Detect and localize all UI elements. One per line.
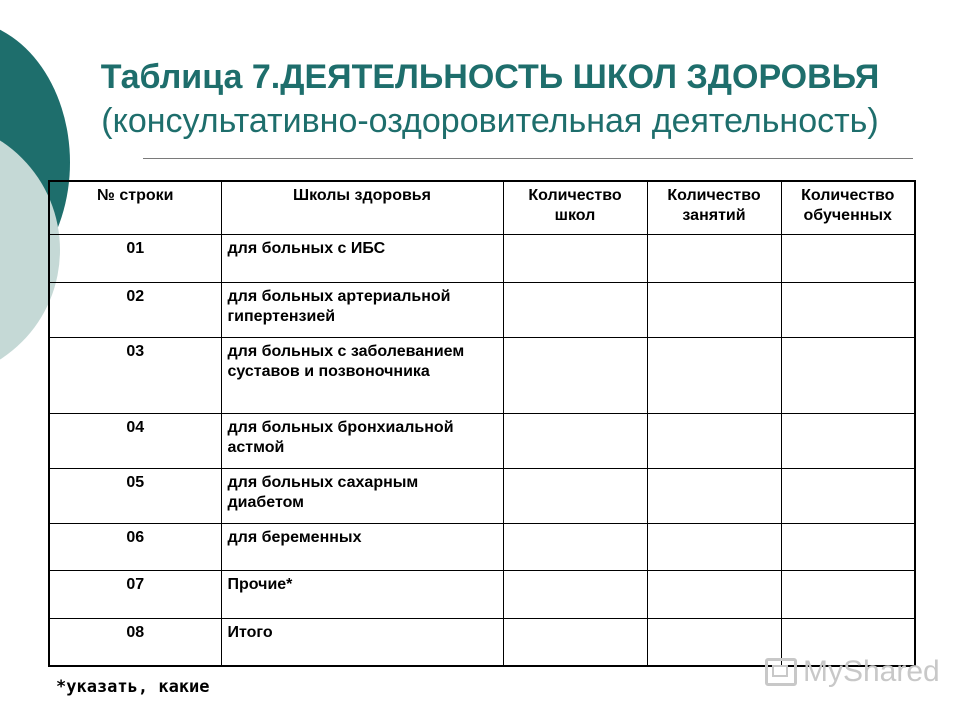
slide-title bbox=[50, 55, 930, 143]
row-school-name: для больных с ИБС bbox=[221, 235, 503, 283]
cell-school-count bbox=[503, 235, 647, 283]
presentation-icon bbox=[765, 658, 797, 686]
row-number: 03 bbox=[49, 338, 221, 414]
cell-lesson-count bbox=[647, 524, 781, 571]
watermark-logo bbox=[765, 655, 940, 689]
table-row bbox=[49, 571, 915, 619]
row-school-name: для больных артериальной гипертензией bbox=[221, 283, 503, 338]
row-number: 04 bbox=[49, 414, 221, 469]
title-line-2: (консультативно-оздоровительная деятельность) bbox=[101, 102, 879, 140]
cell-school-count bbox=[503, 283, 647, 338]
row-number: 06 bbox=[49, 524, 221, 571]
cell-trained-count bbox=[781, 414, 915, 469]
table-header-row bbox=[49, 181, 915, 235]
cell-school-count bbox=[503, 414, 647, 469]
row-number: 08 bbox=[49, 619, 221, 666]
table-row bbox=[49, 235, 915, 283]
row-number: 01 bbox=[49, 235, 221, 283]
cell-school-count bbox=[503, 571, 647, 619]
cell-trained-count bbox=[781, 338, 915, 414]
table-row bbox=[49, 283, 915, 338]
header-lesson-count: Количество занятий bbox=[647, 181, 781, 235]
row-school-name: для больных сахарным диабетом bbox=[221, 469, 503, 524]
row-number: 05 bbox=[49, 469, 221, 524]
row-school-name: для больных с заболеванием суставов и позвоночника bbox=[221, 338, 503, 414]
header-school-count: Количество школ bbox=[503, 181, 647, 235]
row-number: 07 bbox=[49, 571, 221, 619]
table-row bbox=[49, 524, 915, 571]
cell-lesson-count bbox=[647, 338, 781, 414]
cell-school-count bbox=[503, 524, 647, 571]
cell-lesson-count bbox=[647, 469, 781, 524]
cell-trained-count bbox=[781, 283, 915, 338]
cell-lesson-count bbox=[647, 235, 781, 283]
header-school-name: Школы здоровья bbox=[221, 181, 503, 235]
cell-trained-count bbox=[781, 571, 915, 619]
schools-table bbox=[48, 180, 916, 667]
header-trained-count: Количество обученных bbox=[781, 181, 915, 235]
title-line-1: Таблица 7.ДЕЯТЕЛЬНОСТЬ ШКОЛ ЗДОРОВЬЯ bbox=[100, 58, 880, 96]
table-row bbox=[49, 338, 915, 414]
row-school-name: Итого bbox=[221, 619, 503, 666]
row-school-name: Прочие* bbox=[221, 571, 503, 619]
row-school-name: для больных бронхиальной астмой bbox=[221, 414, 503, 469]
cell-lesson-count bbox=[647, 414, 781, 469]
footnote: *указать, какие bbox=[56, 677, 210, 697]
cell-lesson-count bbox=[647, 619, 781, 666]
cell-school-count bbox=[503, 338, 647, 414]
row-school-name: для беременных bbox=[221, 524, 503, 571]
cell-trained-count bbox=[781, 469, 915, 524]
cell-trained-count bbox=[781, 524, 915, 571]
cell-school-count bbox=[503, 469, 647, 524]
cell-school-count bbox=[503, 619, 647, 666]
title-divider bbox=[143, 158, 913, 159]
header-row-number: № строки bbox=[49, 181, 221, 235]
watermark-text: MyShared bbox=[803, 655, 940, 688]
cell-lesson-count bbox=[647, 571, 781, 619]
row-number: 02 bbox=[49, 283, 221, 338]
table-row bbox=[49, 414, 915, 469]
cell-trained-count bbox=[781, 235, 915, 283]
table-row bbox=[49, 469, 915, 524]
cell-lesson-count bbox=[647, 283, 781, 338]
